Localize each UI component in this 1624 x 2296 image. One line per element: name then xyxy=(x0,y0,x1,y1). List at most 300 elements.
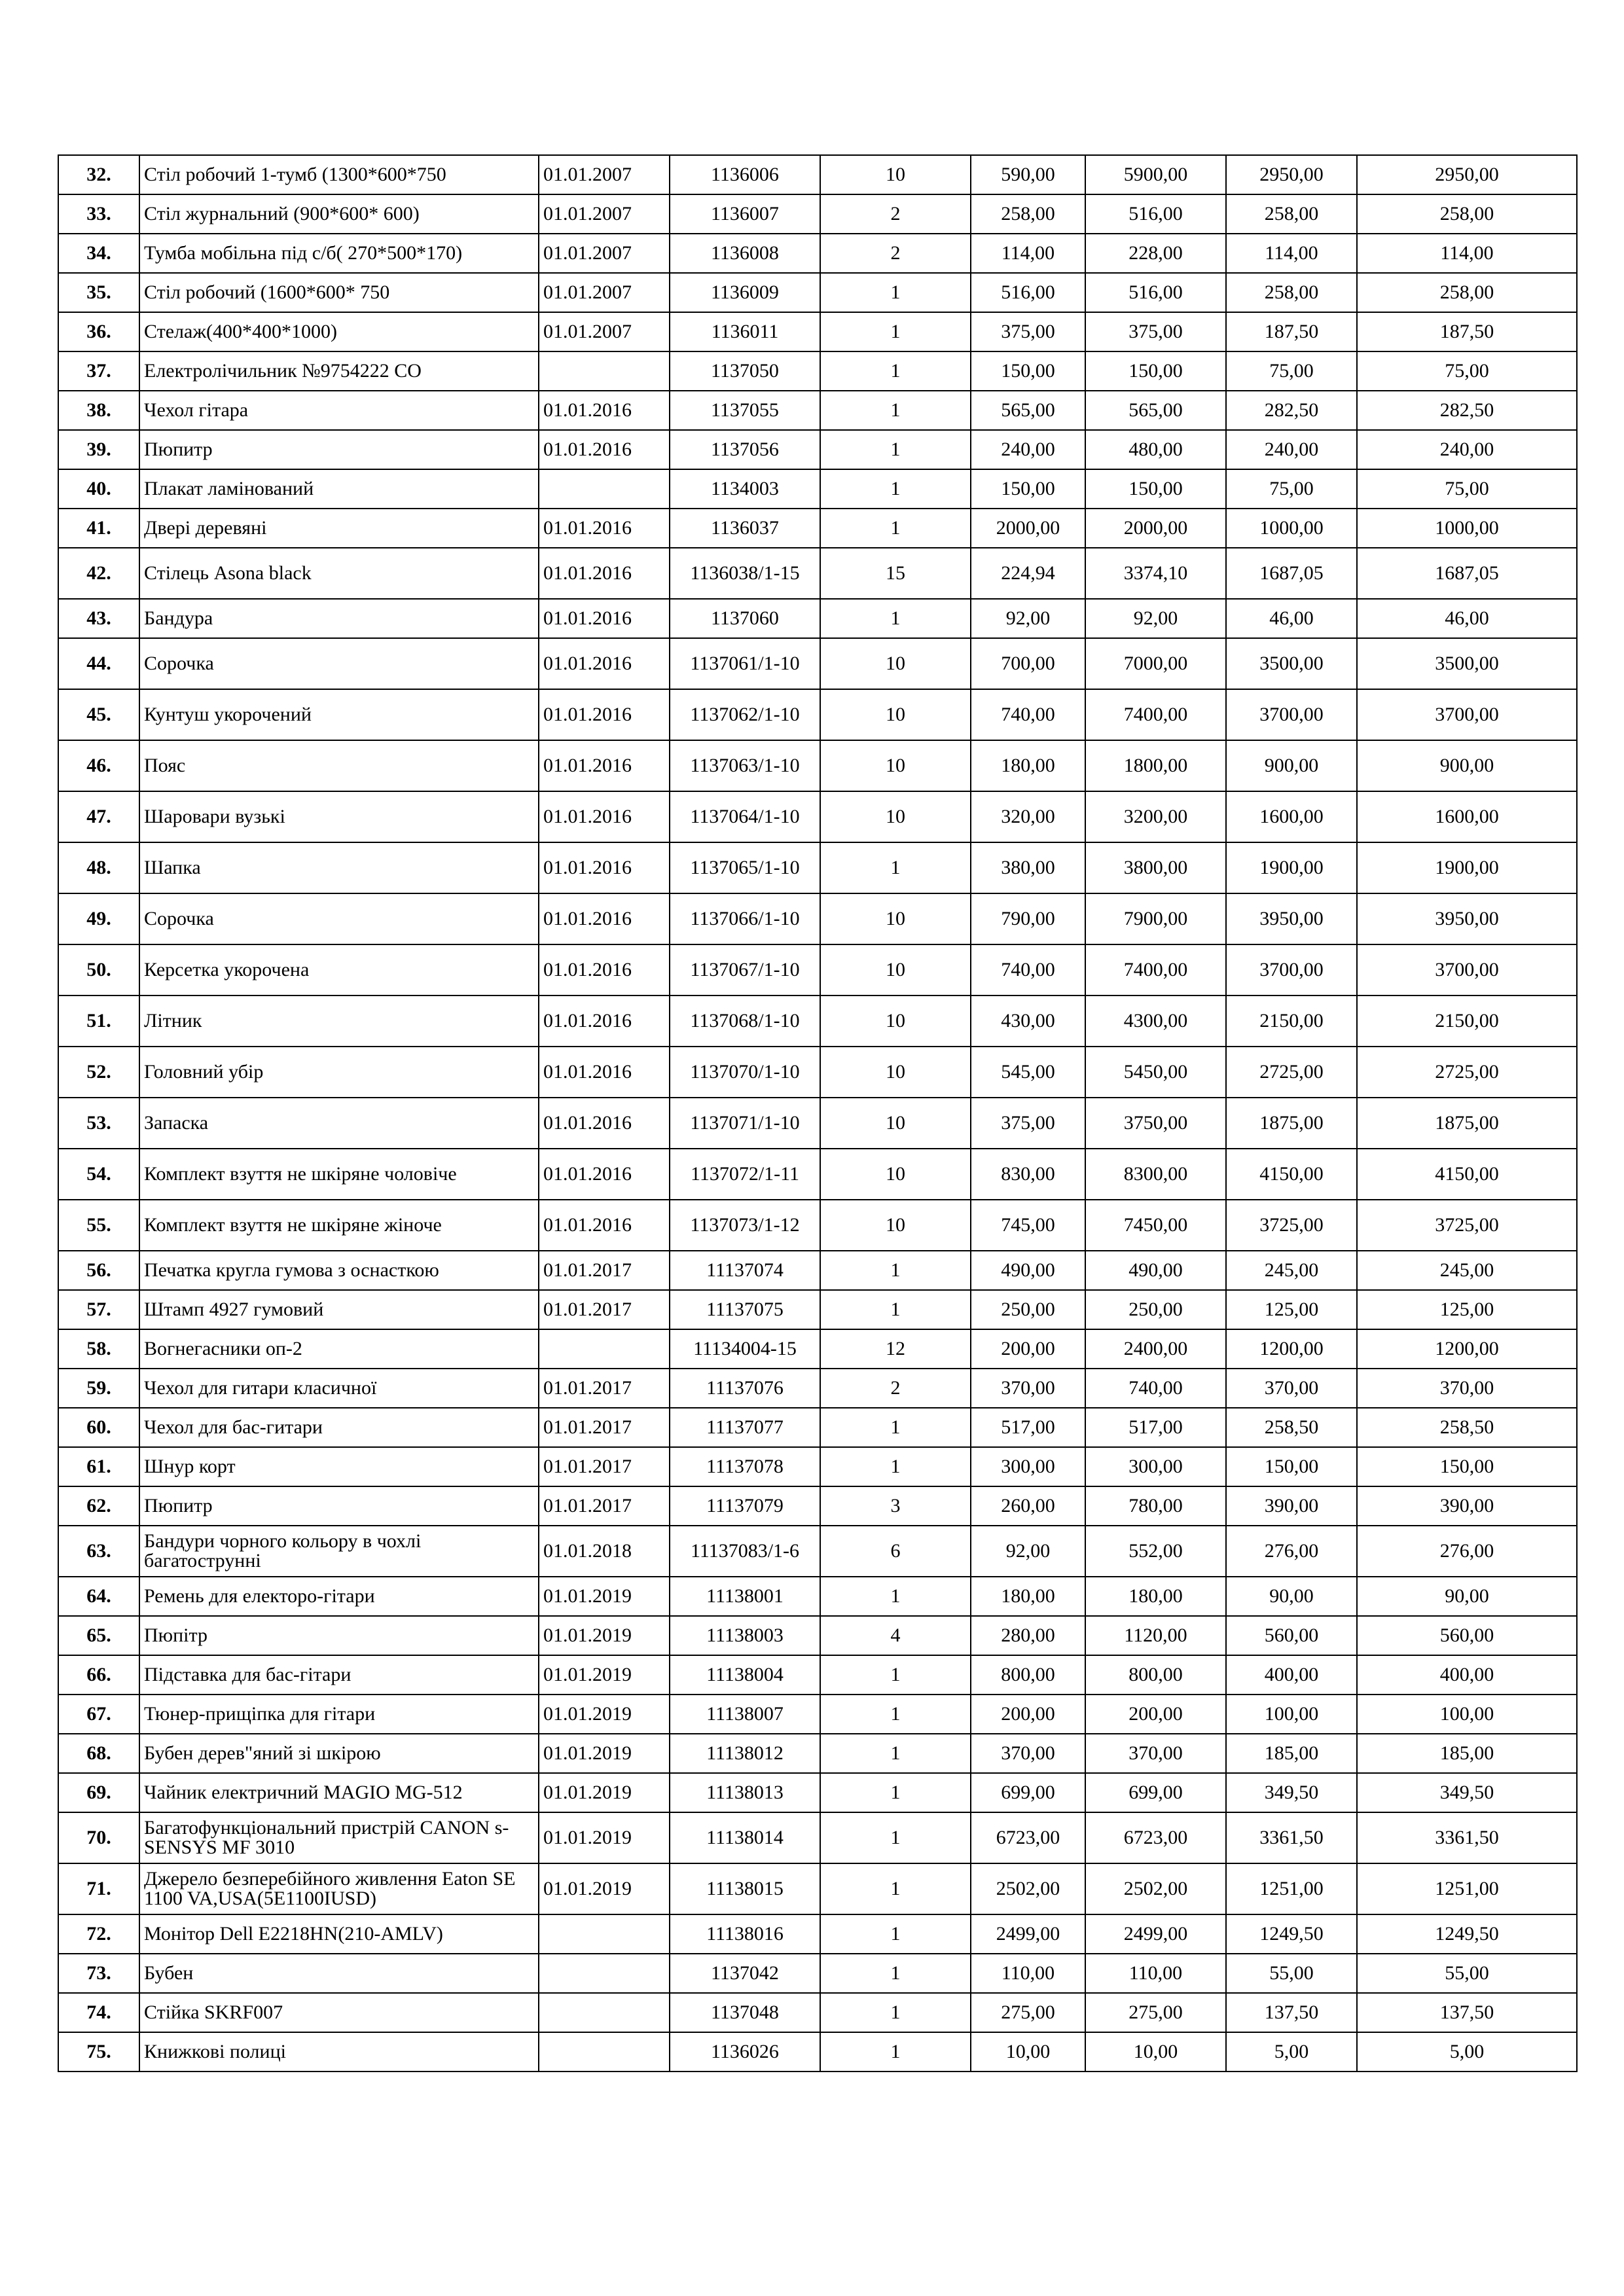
inventory-number-cell: 1137050 xyxy=(670,351,820,391)
inventory-number-cell: 1137067/1-10 xyxy=(670,944,820,996)
quantity-cell: 1 xyxy=(820,1993,971,2032)
inventory-number-cell: 11138007 xyxy=(670,1695,820,1734)
item-name-cell: Комплект взуття не шкіряне чоловіче xyxy=(139,1149,539,1200)
inventory-number-cell: 11137083/1-6 xyxy=(670,1526,820,1577)
inventory-sheet xyxy=(58,154,1576,2072)
depreciation-value-cell: 3700,00 xyxy=(1226,944,1357,996)
depreciation-value-cell: 114,00 xyxy=(1226,234,1357,273)
item-name-cell: Пюпитр xyxy=(139,430,539,469)
quantity-cell: 1 xyxy=(820,1408,971,1447)
total-value-cell: 4300,00 xyxy=(1085,996,1226,1047)
depreciation-value-cell: 1251,00 xyxy=(1226,1863,1357,1914)
commission-date-cell xyxy=(539,351,670,391)
row-number-cell: 37. xyxy=(58,351,139,391)
table-row xyxy=(58,1486,1577,1526)
total-value-cell: 7400,00 xyxy=(1085,689,1226,740)
table-row xyxy=(58,996,1577,1047)
row-number-cell: 40. xyxy=(58,469,139,509)
unit-price-cell: 258,00 xyxy=(971,194,1085,234)
residual-value-cell: 3700,00 xyxy=(1357,944,1577,996)
depreciation-value-cell: 1000,00 xyxy=(1226,509,1357,548)
table-row xyxy=(58,791,1577,842)
item-name-cell: Тумба мобільна під с/б( 270*500*170) xyxy=(139,234,539,273)
quantity-cell: 1 xyxy=(820,1655,971,1695)
row-number-cell: 36. xyxy=(58,312,139,351)
unit-price-cell: 200,00 xyxy=(971,1329,1085,1369)
quantity-cell: 1 xyxy=(820,469,971,509)
quantity-cell: 1 xyxy=(820,430,971,469)
quantity-cell: 1 xyxy=(820,1734,971,1773)
table-row xyxy=(58,1914,1577,1954)
table-row xyxy=(58,430,1577,469)
inventory-number-cell: 1137066/1-10 xyxy=(670,893,820,944)
table-row xyxy=(58,1408,1577,1447)
row-number-cell: 34. xyxy=(58,234,139,273)
unit-price-cell: 565,00 xyxy=(971,391,1085,430)
unit-price-cell: 590,00 xyxy=(971,155,1085,194)
unit-price-cell: 370,00 xyxy=(971,1734,1085,1773)
inventory-number-cell: 1136009 xyxy=(670,273,820,312)
quantity-cell: 1 xyxy=(820,1695,971,1734)
quantity-cell: 1 xyxy=(820,1954,971,1993)
row-number-cell: 57. xyxy=(58,1290,139,1329)
row-number-cell: 43. xyxy=(58,599,139,638)
item-name-cell: Чехол для гитари класичної xyxy=(139,1369,539,1408)
total-value-cell: 516,00 xyxy=(1085,194,1226,234)
item-name-cell: Підставка для бас-гітари xyxy=(139,1655,539,1695)
inventory-number-cell: 1137055 xyxy=(670,391,820,430)
item-name-cell: Кунтуш укорочений xyxy=(139,689,539,740)
row-number-cell: 45. xyxy=(58,689,139,740)
row-number-cell: 60. xyxy=(58,1408,139,1447)
inventory-number-cell: 1137060 xyxy=(670,599,820,638)
residual-value-cell: 1251,00 xyxy=(1357,1863,1577,1914)
table-row xyxy=(58,1734,1577,1773)
commission-date-cell: 01.01.2017 xyxy=(539,1447,670,1486)
inventory-number-cell: 1136007 xyxy=(670,194,820,234)
table-row xyxy=(58,1290,1577,1329)
unit-price-cell: 380,00 xyxy=(971,842,1085,893)
quantity-cell: 1 xyxy=(820,2032,971,2072)
residual-value-cell: 900,00 xyxy=(1357,740,1577,791)
total-value-cell: 8300,00 xyxy=(1085,1149,1226,1200)
residual-value-cell: 90,00 xyxy=(1357,1577,1577,1616)
inventory-number-cell: 1136037 xyxy=(670,509,820,548)
row-number-cell: 64. xyxy=(58,1577,139,1616)
depreciation-value-cell: 3950,00 xyxy=(1226,893,1357,944)
inventory-number-cell: 11138012 xyxy=(670,1734,820,1773)
commission-date-cell: 01.01.2016 xyxy=(539,599,670,638)
item-name-cell: Чайник електричний MAGIO MG-512 xyxy=(139,1773,539,1812)
quantity-cell: 1 xyxy=(820,1812,971,1863)
residual-value-cell: 258,50 xyxy=(1357,1408,1577,1447)
unit-price-cell: 92,00 xyxy=(971,599,1085,638)
total-value-cell: 7400,00 xyxy=(1085,944,1226,996)
residual-value-cell: 1600,00 xyxy=(1357,791,1577,842)
row-number-cell: 74. xyxy=(58,1993,139,2032)
total-value-cell: 150,00 xyxy=(1085,469,1226,509)
table-row xyxy=(58,1149,1577,1200)
table-row xyxy=(58,1200,1577,1251)
total-value-cell: 375,00 xyxy=(1085,312,1226,351)
item-name-cell: Бубен xyxy=(139,1954,539,1993)
row-number-cell: 59. xyxy=(58,1369,139,1408)
item-name-cell: Монітор Dell E2218HN(210-AMLV) xyxy=(139,1914,539,1954)
table-row xyxy=(58,391,1577,430)
depreciation-value-cell: 900,00 xyxy=(1226,740,1357,791)
table-row xyxy=(58,1773,1577,1812)
quantity-cell: 10 xyxy=(820,155,971,194)
residual-value-cell: 258,00 xyxy=(1357,194,1577,234)
row-number-cell: 46. xyxy=(58,740,139,791)
item-name-cell: Штамп 4927 гумовий xyxy=(139,1290,539,1329)
table-row xyxy=(58,548,1577,599)
table-row xyxy=(58,842,1577,893)
table-row xyxy=(58,194,1577,234)
item-name-cell: Стіл робочий 1-тумб (1300*600*750 xyxy=(139,155,539,194)
depreciation-value-cell: 1687,05 xyxy=(1226,548,1357,599)
unit-price-cell: 6723,00 xyxy=(971,1812,1085,1863)
total-value-cell: 110,00 xyxy=(1085,1954,1226,1993)
item-name-cell: Вогнегасники оп-2 xyxy=(139,1329,539,1369)
depreciation-value-cell: 55,00 xyxy=(1226,1954,1357,1993)
commission-date-cell xyxy=(539,469,670,509)
residual-value-cell: 245,00 xyxy=(1357,1251,1577,1290)
quantity-cell: 1 xyxy=(820,312,971,351)
residual-value-cell: 5,00 xyxy=(1357,2032,1577,2072)
table-row xyxy=(58,1047,1577,1098)
row-number-cell: 61. xyxy=(58,1447,139,1486)
depreciation-value-cell: 75,00 xyxy=(1226,351,1357,391)
total-value-cell: 1800,00 xyxy=(1085,740,1226,791)
depreciation-value-cell: 185,00 xyxy=(1226,1734,1357,1773)
unit-price-cell: 110,00 xyxy=(971,1954,1085,1993)
unit-price-cell: 740,00 xyxy=(971,944,1085,996)
commission-date-cell: 01.01.2017 xyxy=(539,1486,670,1526)
commission-date-cell: 01.01.2016 xyxy=(539,791,670,842)
total-value-cell: 180,00 xyxy=(1085,1577,1226,1616)
table-row xyxy=(58,1812,1577,1863)
residual-value-cell: 125,00 xyxy=(1357,1290,1577,1329)
unit-price-cell: 370,00 xyxy=(971,1369,1085,1408)
row-number-cell: 73. xyxy=(58,1954,139,1993)
table-row xyxy=(58,1993,1577,2032)
depreciation-value-cell: 100,00 xyxy=(1226,1695,1357,1734)
commission-date-cell: 01.01.2007 xyxy=(539,234,670,273)
unit-price-cell: 300,00 xyxy=(971,1447,1085,1486)
depreciation-value-cell: 3725,00 xyxy=(1226,1200,1357,1251)
depreciation-value-cell: 4150,00 xyxy=(1226,1149,1357,1200)
unit-price-cell: 375,00 xyxy=(971,312,1085,351)
inventory-number-cell: 1137071/1-10 xyxy=(670,1098,820,1149)
unit-price-cell: 490,00 xyxy=(971,1251,1085,1290)
commission-date-cell: 01.01.2016 xyxy=(539,689,670,740)
commission-date-cell: 01.01.2016 xyxy=(539,740,670,791)
quantity-cell: 1 xyxy=(820,351,971,391)
commission-date-cell xyxy=(539,1954,670,1993)
depreciation-value-cell: 3361,50 xyxy=(1226,1812,1357,1863)
inventory-number-cell: 1137061/1-10 xyxy=(670,638,820,689)
unit-price-cell: 699,00 xyxy=(971,1773,1085,1812)
residual-value-cell: 114,00 xyxy=(1357,234,1577,273)
depreciation-value-cell: 75,00 xyxy=(1226,469,1357,509)
table-row xyxy=(58,689,1577,740)
depreciation-value-cell: 400,00 xyxy=(1226,1655,1357,1695)
total-value-cell: 300,00 xyxy=(1085,1447,1226,1486)
row-number-cell: 50. xyxy=(58,944,139,996)
item-name-cell: Чехол для бас-гитари xyxy=(139,1408,539,1447)
inventory-number-cell: 1137042 xyxy=(670,1954,820,1993)
row-number-cell: 38. xyxy=(58,391,139,430)
item-name-cell: Шаровари вузькі xyxy=(139,791,539,842)
residual-value-cell: 240,00 xyxy=(1357,430,1577,469)
quantity-cell: 10 xyxy=(820,1047,971,1098)
total-value-cell: 10,00 xyxy=(1085,2032,1226,2072)
table-row xyxy=(58,234,1577,273)
item-name-cell: Ремень для електоро-гітари xyxy=(139,1577,539,1616)
quantity-cell: 1 xyxy=(820,842,971,893)
item-name-cell: Пояс xyxy=(139,740,539,791)
total-value-cell: 565,00 xyxy=(1085,391,1226,430)
commission-date-cell: 01.01.2017 xyxy=(539,1408,670,1447)
commission-date-cell xyxy=(539,1329,670,1369)
item-name-cell: Печатка кругла гумова з оснасткою xyxy=(139,1251,539,1290)
commission-date-cell: 01.01.2016 xyxy=(539,509,670,548)
unit-price-cell: 280,00 xyxy=(971,1616,1085,1655)
quantity-cell: 10 xyxy=(820,791,971,842)
unit-price-cell: 150,00 xyxy=(971,469,1085,509)
residual-value-cell: 3700,00 xyxy=(1357,689,1577,740)
quantity-cell: 15 xyxy=(820,548,971,599)
total-value-cell: 517,00 xyxy=(1085,1408,1226,1447)
unit-price-cell: 92,00 xyxy=(971,1526,1085,1577)
commission-date-cell: 01.01.2016 xyxy=(539,944,670,996)
commission-date-cell xyxy=(539,2032,670,2072)
unit-price-cell: 224,94 xyxy=(971,548,1085,599)
table-row xyxy=(58,944,1577,996)
total-value-cell: 250,00 xyxy=(1085,1290,1226,1329)
total-value-cell: 3800,00 xyxy=(1085,842,1226,893)
table-row xyxy=(58,351,1577,391)
table-row xyxy=(58,1695,1577,1734)
residual-value-cell: 560,00 xyxy=(1357,1616,1577,1655)
total-value-cell: 3750,00 xyxy=(1085,1098,1226,1149)
commission-date-cell: 01.01.2007 xyxy=(539,155,670,194)
quantity-cell: 2 xyxy=(820,1369,971,1408)
row-number-cell: 44. xyxy=(58,638,139,689)
inventory-number-cell: 1136011 xyxy=(670,312,820,351)
row-number-cell: 65. xyxy=(58,1616,139,1655)
item-name-cell: Книжкові полиці xyxy=(139,2032,539,2072)
total-value-cell: 370,00 xyxy=(1085,1734,1226,1773)
inventory-number-cell: 1136026 xyxy=(670,2032,820,2072)
inventory-number-cell: 1137072/1-11 xyxy=(670,1149,820,1200)
depreciation-value-cell: 2150,00 xyxy=(1226,996,1357,1047)
inventory-number-cell: 1137073/1-12 xyxy=(670,1200,820,1251)
quantity-cell: 10 xyxy=(820,638,971,689)
item-name-cell: Чехол гітара xyxy=(139,391,539,430)
unit-price-cell: 180,00 xyxy=(971,740,1085,791)
unit-price-cell: 740,00 xyxy=(971,689,1085,740)
row-number-cell: 51. xyxy=(58,996,139,1047)
unit-price-cell: 830,00 xyxy=(971,1149,1085,1200)
row-number-cell: 70. xyxy=(58,1812,139,1863)
residual-value-cell: 349,50 xyxy=(1357,1773,1577,1812)
row-number-cell: 42. xyxy=(58,548,139,599)
depreciation-value-cell: 46,00 xyxy=(1226,599,1357,638)
commission-date-cell: 01.01.2019 xyxy=(539,1655,670,1695)
table-row xyxy=(58,1616,1577,1655)
depreciation-value-cell: 137,50 xyxy=(1226,1993,1357,2032)
table-row xyxy=(58,1577,1577,1616)
depreciation-value-cell: 390,00 xyxy=(1226,1486,1357,1526)
item-name-cell: Джерело безперебійного живлення Eaton SE 1100 VA,USA(5E1100IUSD) xyxy=(139,1863,539,1914)
residual-value-cell: 2150,00 xyxy=(1357,996,1577,1047)
quantity-cell: 1 xyxy=(820,1914,971,1954)
commission-date-cell: 01.01.2016 xyxy=(539,638,670,689)
table-row xyxy=(58,469,1577,509)
total-value-cell: 7000,00 xyxy=(1085,638,1226,689)
quantity-cell: 2 xyxy=(820,234,971,273)
inventory-number-cell: 11137074 xyxy=(670,1251,820,1290)
commission-date-cell xyxy=(539,1914,670,1954)
inventory-number-cell: 1137070/1-10 xyxy=(670,1047,820,1098)
commission-date-cell: 01.01.2019 xyxy=(539,1734,670,1773)
row-number-cell: 49. xyxy=(58,893,139,944)
inventory-number-cell: 1134003 xyxy=(670,469,820,509)
item-name-cell: Електролічильник №9754222 СО xyxy=(139,351,539,391)
residual-value-cell: 400,00 xyxy=(1357,1655,1577,1695)
residual-value-cell: 3361,50 xyxy=(1357,1812,1577,1863)
quantity-cell: 6 xyxy=(820,1526,971,1577)
unit-price-cell: 260,00 xyxy=(971,1486,1085,1526)
residual-value-cell: 258,00 xyxy=(1357,273,1577,312)
unit-price-cell: 250,00 xyxy=(971,1290,1085,1329)
commission-date-cell: 01.01.2019 xyxy=(539,1577,670,1616)
inventory-number-cell: 11138016 xyxy=(670,1914,820,1954)
table-row xyxy=(58,1369,1577,1408)
depreciation-value-cell: 150,00 xyxy=(1226,1447,1357,1486)
total-value-cell: 228,00 xyxy=(1085,234,1226,273)
total-value-cell: 2000,00 xyxy=(1085,509,1226,548)
inventory-number-cell: 1136006 xyxy=(670,155,820,194)
inventory-number-cell: 1136038/1-15 xyxy=(670,548,820,599)
total-value-cell: 2400,00 xyxy=(1085,1329,1226,1369)
unit-price-cell: 320,00 xyxy=(971,791,1085,842)
item-name-cell: Стійка SKRF007 xyxy=(139,1993,539,2032)
table-row xyxy=(58,1329,1577,1369)
residual-value-cell: 3950,00 xyxy=(1357,893,1577,944)
item-name-cell: Бубен дерев"яний зі шкірою xyxy=(139,1734,539,1773)
item-name-cell: Бандури чорного кольору в чохлі багатострунні xyxy=(139,1526,539,1577)
row-number-cell: 52. xyxy=(58,1047,139,1098)
inventory-number-cell: 11137076 xyxy=(670,1369,820,1408)
table-row xyxy=(58,893,1577,944)
residual-value-cell: 46,00 xyxy=(1357,599,1577,638)
residual-value-cell: 75,00 xyxy=(1357,469,1577,509)
item-name-cell: Тюнер-прищіпка для гітари xyxy=(139,1695,539,1734)
item-name-cell: Головний убір xyxy=(139,1047,539,1098)
commission-date-cell: 01.01.2016 xyxy=(539,430,670,469)
item-name-cell: Стілець Asona black xyxy=(139,548,539,599)
residual-value-cell: 100,00 xyxy=(1357,1695,1577,1734)
commission-date-cell: 01.01.2019 xyxy=(539,1863,670,1914)
depreciation-value-cell: 1249,50 xyxy=(1226,1914,1357,1954)
inventory-number-cell: 1137048 xyxy=(670,1993,820,2032)
row-number-cell: 33. xyxy=(58,194,139,234)
inventory-number-cell: 1137068/1-10 xyxy=(670,996,820,1047)
commission-date-cell: 01.01.2007 xyxy=(539,194,670,234)
table-row xyxy=(58,638,1577,689)
total-value-cell: 780,00 xyxy=(1085,1486,1226,1526)
depreciation-value-cell: 1200,00 xyxy=(1226,1329,1357,1369)
depreciation-value-cell: 90,00 xyxy=(1226,1577,1357,1616)
depreciation-value-cell: 5,00 xyxy=(1226,2032,1357,2072)
commission-date-cell: 01.01.2016 xyxy=(539,893,670,944)
unit-price-cell: 2499,00 xyxy=(971,1914,1085,1954)
row-number-cell: 39. xyxy=(58,430,139,469)
unit-price-cell: 700,00 xyxy=(971,638,1085,689)
commission-date-cell: 01.01.2019 xyxy=(539,1695,670,1734)
residual-value-cell: 185,00 xyxy=(1357,1734,1577,1773)
depreciation-value-cell: 276,00 xyxy=(1226,1526,1357,1577)
inventory-number-cell: 1137064/1-10 xyxy=(670,791,820,842)
commission-date-cell: 01.01.2019 xyxy=(539,1773,670,1812)
residual-value-cell: 137,50 xyxy=(1357,1993,1577,2032)
commission-date-cell: 01.01.2007 xyxy=(539,273,670,312)
commission-date-cell: 01.01.2016 xyxy=(539,996,670,1047)
table-row xyxy=(58,740,1577,791)
residual-value-cell: 1000,00 xyxy=(1357,509,1577,548)
unit-price-cell: 2000,00 xyxy=(971,509,1085,548)
residual-value-cell: 276,00 xyxy=(1357,1526,1577,1577)
table-row xyxy=(58,2032,1577,2072)
depreciation-value-cell: 3500,00 xyxy=(1226,638,1357,689)
row-number-cell: 55. xyxy=(58,1200,139,1251)
row-number-cell: 56. xyxy=(58,1251,139,1290)
item-name-cell: Стіл робочий (1600*600* 750 xyxy=(139,273,539,312)
quantity-cell: 3 xyxy=(820,1486,971,1526)
total-value-cell: 490,00 xyxy=(1085,1251,1226,1290)
residual-value-cell: 187,50 xyxy=(1357,312,1577,351)
depreciation-value-cell: 2950,00 xyxy=(1226,155,1357,194)
item-name-cell: Керсетка укорочена xyxy=(139,944,539,996)
total-value-cell: 699,00 xyxy=(1085,1773,1226,1812)
commission-date-cell: 01.01.2016 xyxy=(539,1098,670,1149)
commission-date-cell: 01.01.2016 xyxy=(539,1200,670,1251)
item-name-cell: Двері деревяні xyxy=(139,509,539,548)
depreciation-value-cell: 560,00 xyxy=(1226,1616,1357,1655)
quantity-cell: 1 xyxy=(820,1290,971,1329)
item-name-cell: Сорочка xyxy=(139,893,539,944)
inventory-number-cell: 11138004 xyxy=(670,1655,820,1695)
total-value-cell: 5900,00 xyxy=(1085,155,1226,194)
quantity-cell: 12 xyxy=(820,1329,971,1369)
quantity-cell: 10 xyxy=(820,1098,971,1149)
commission-date-cell: 01.01.2007 xyxy=(539,312,670,351)
row-number-cell: 62. xyxy=(58,1486,139,1526)
total-value-cell: 516,00 xyxy=(1085,273,1226,312)
row-number-cell: 41. xyxy=(58,509,139,548)
unit-price-cell: 375,00 xyxy=(971,1098,1085,1149)
depreciation-value-cell: 2725,00 xyxy=(1226,1047,1357,1098)
row-number-cell: 63. xyxy=(58,1526,139,1577)
depreciation-value-cell: 3700,00 xyxy=(1226,689,1357,740)
commission-date-cell: 01.01.2016 xyxy=(539,548,670,599)
inventory-number-cell: 11138015 xyxy=(670,1863,820,1914)
residual-value-cell: 2950,00 xyxy=(1357,155,1577,194)
unit-price-cell: 430,00 xyxy=(971,996,1085,1047)
